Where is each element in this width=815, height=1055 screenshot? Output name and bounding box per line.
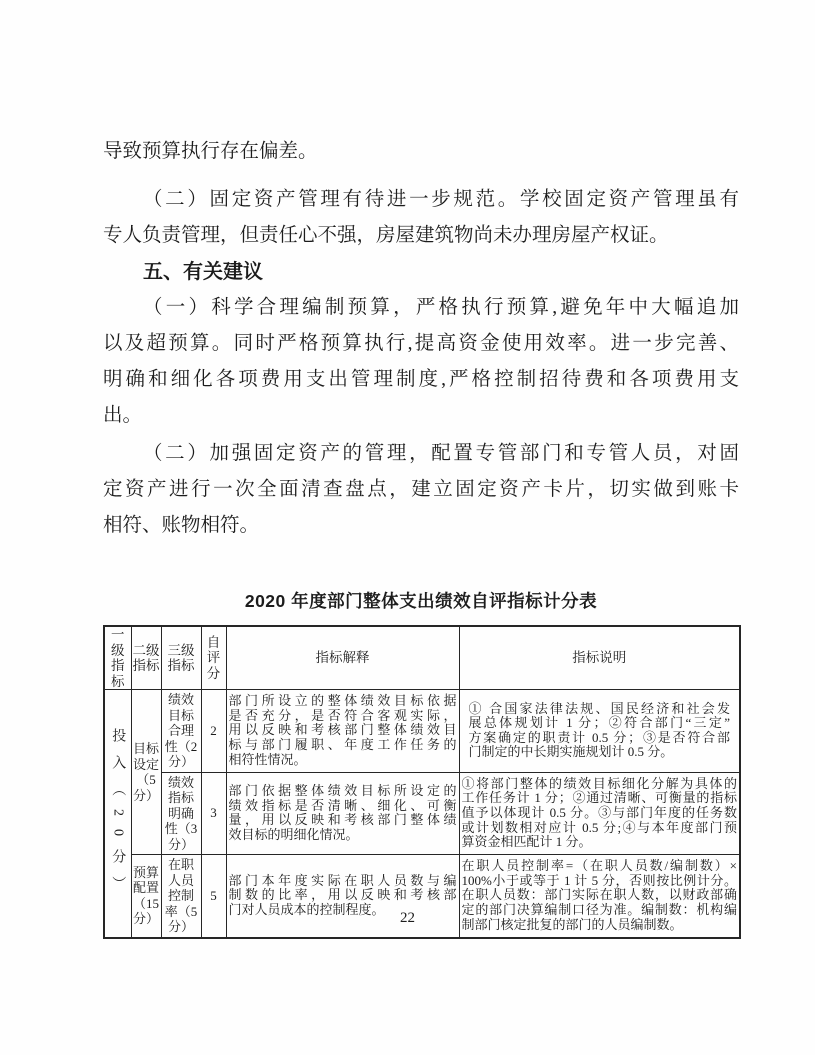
col-header-description: 指标说明 bbox=[459, 626, 740, 690]
text-line: 是否充分，是否符合客观实际， bbox=[228, 707, 457, 723]
table-title: 2020 年度部门整体支出绩效自评指标计分表 bbox=[244, 591, 598, 611]
level1-vertical-label: 投入（20分） bbox=[110, 727, 126, 903]
text-line: 展总体规划计 1 分；②符合部门“三定” bbox=[468, 715, 730, 731]
text-line: 制数的比率，用以反映和考核部 bbox=[228, 887, 457, 903]
section-heading: 五、有关建议 bbox=[143, 261, 263, 283]
cell-level3: 在职人员控制率（5分） bbox=[161, 855, 201, 938]
text-line: 效目标的明细化情况。 bbox=[228, 826, 359, 842]
score-table bbox=[103, 625, 741, 939]
paragraph-line: 相符、账物相符。 bbox=[103, 515, 260, 536]
text-line: 相符性情况。 bbox=[228, 751, 307, 767]
text-line: 算资金相匹配计 1 分。 bbox=[461, 834, 592, 850]
col-header-explanation: 指标解释 bbox=[226, 626, 459, 690]
cell-level2: 预算配置（15分） bbox=[131, 855, 161, 938]
paragraph-line: （一）科学合理编制预算，严格执行预算,避免年中大幅追加 bbox=[143, 297, 739, 318]
cell-score: 2 bbox=[201, 690, 226, 773]
col-header-level3: 三级指标 bbox=[161, 626, 201, 690]
text-line: 100%小于或等于 1 计 5 分，否则按比例计分。 bbox=[461, 872, 737, 888]
text-line: 绩效指标是否清晰、细化、可衡 bbox=[228, 797, 457, 813]
cell-level3: 绩效目标合理性（2分） bbox=[161, 690, 201, 773]
text-line: ① 合国家法律法规、国民经济和社会发 bbox=[468, 700, 730, 716]
text-line: 部门所设立的整体绩效目标依据 bbox=[228, 693, 457, 709]
text-line: 在职人员控制率=（在职人员数/编制数）× bbox=[461, 858, 737, 874]
text-line: 方案确定的职责计 0.5 分；③是否符合部 bbox=[468, 729, 730, 745]
table-row bbox=[104, 772, 740, 855]
paragraph-line: （二）固定资产管理有待进一步规范。学校固定资产管理虽有 bbox=[143, 189, 739, 210]
paragraph-line: 出。 bbox=[103, 405, 143, 426]
cell-score: 5 bbox=[201, 855, 226, 938]
text-line: 或计划数相对应计 0.5 分;④与本年度部门预 bbox=[461, 819, 737, 835]
paragraph-line: 定资产进行一次全面清查盘点，建立固定资产卡片，切实做到账卡 bbox=[103, 479, 739, 500]
table-row bbox=[104, 690, 740, 773]
paragraph-line: 专人负责管理，但责任心不强，房屋建筑物尚未办理房屋产权证。 bbox=[103, 225, 669, 246]
text-line: ①将部门整体的绩效目标细化分解为具体的 bbox=[461, 775, 737, 791]
text-line: 部门本年度实际在职人员数与编 bbox=[228, 872, 457, 888]
cell-level3: 绩效指标明确性（3分） bbox=[161, 772, 201, 855]
cell-explanation bbox=[226, 690, 459, 773]
text-line: 用以反映和考核部门整体绩效目 bbox=[228, 722, 457, 738]
page-number: 22 bbox=[400, 910, 415, 926]
paragraph-line: （二）加强固定资产的管理，配置专管部门和专管人员，对固 bbox=[143, 443, 739, 464]
col-header-level1: 一级指标 bbox=[104, 626, 131, 690]
cell-score: 3 bbox=[201, 772, 226, 855]
text-line: 门制定的中长期实施规划计 0.5 分。 bbox=[468, 744, 674, 760]
text-line: 量，用以反映和考核部门整体绩 bbox=[228, 812, 457, 828]
cell-description bbox=[459, 690, 740, 773]
text-line: 在职人员数：部门实际在职人数，以财政部确 bbox=[461, 887, 737, 903]
body-text bbox=[103, 134, 739, 544]
col-header-level2: 二级指标 bbox=[131, 626, 161, 690]
paragraph-line: 明确和细化各项费用支出管理制度,严格控制招待费和各项费用支 bbox=[103, 369, 739, 390]
cell-description bbox=[459, 772, 740, 855]
cell-level1 bbox=[104, 690, 131, 938]
text-line: 定的部门决算编制口径为准。编制数：机构编 bbox=[461, 902, 737, 918]
table-header-row bbox=[104, 626, 740, 690]
text-line: 制部门核定批复的部门的人员编制数。 bbox=[461, 916, 683, 932]
text-line: 门对人员成本的控制程度。 bbox=[228, 902, 385, 918]
text-line: 部门依据整体绩效目标所设定的 bbox=[228, 783, 457, 799]
cell-explanation bbox=[226, 772, 459, 855]
col-header-score: 自评分 bbox=[201, 626, 226, 690]
paragraph-line: 以及超预算。同时严格预算执行,提高资金使用效率。进一步完善、 bbox=[103, 333, 739, 354]
paragraph-line: 导致预算执行存在偏差。 bbox=[103, 141, 318, 162]
text-line: 标与部门履职、年度工作任务的 bbox=[228, 737, 457, 753]
text-line: 值予以体现计 0.5 分。③与部门年度的任务数 bbox=[461, 804, 737, 820]
text-line: 工作任务计 1 分；②通过清晰、可衡量的指标 bbox=[461, 790, 737, 806]
cell-level2: 目标设定（5分） bbox=[131, 690, 161, 855]
